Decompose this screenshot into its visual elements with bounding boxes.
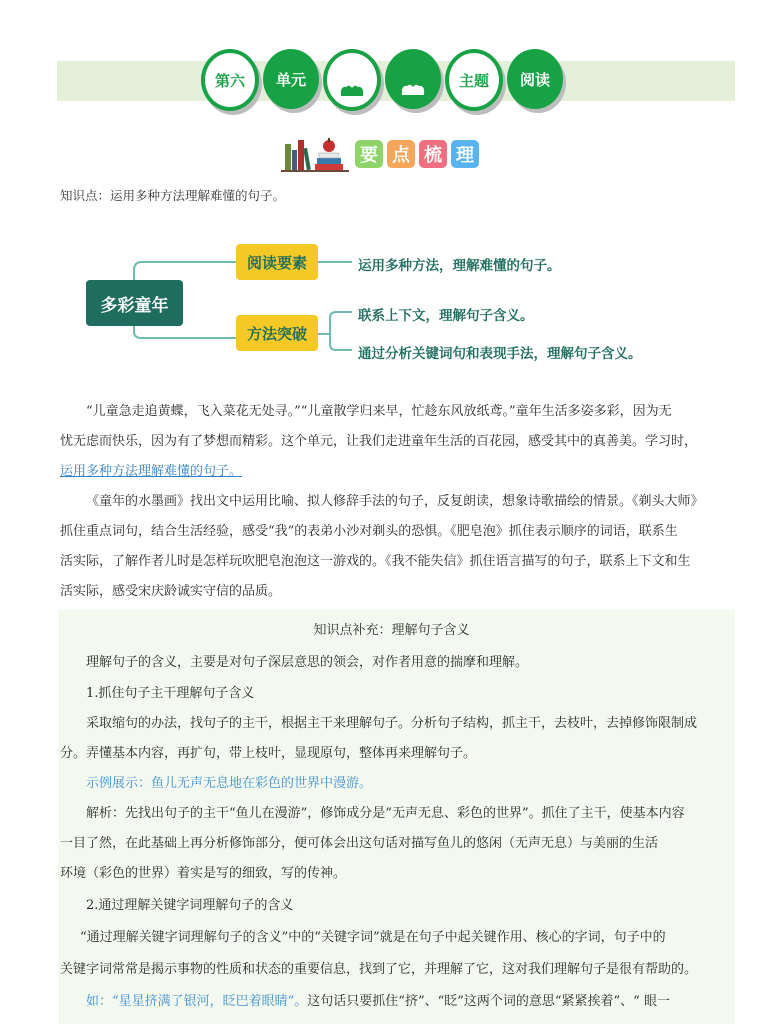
badge-unit xyxy=(263,49,319,109)
books-icon xyxy=(281,136,351,172)
text-line: 采取缩句的办法，找句子的主干，根据主干来理解句子。分析句子结构，抓主干，去枝叶，去掉修饰限制成 xyxy=(86,716,698,731)
mindmap-leaf: 运用多种方法，理解难懂的句子。 xyxy=(358,258,561,274)
text-line: 环境（彩色的世界）着实是写的细致，写的传神。 xyxy=(60,866,347,881)
badge-label: 主题 xyxy=(458,71,489,90)
text-line: 活实际，了解作者儿时是怎样玩吹肥皂泡泡这一游戏的。《我不能失信》抓住语言描写的句子，联系上下文和生 xyxy=(60,554,691,569)
cloud-icon xyxy=(401,83,425,95)
badge-reading xyxy=(507,49,563,109)
cloud-icon xyxy=(340,84,364,96)
example-text: 示例展示：鱼儿无声无息地在彩色的世界中漫游。 xyxy=(86,776,373,791)
badge-unit-number xyxy=(201,49,259,111)
title-tile: 要 xyxy=(355,140,383,168)
badge-label: 阅读 xyxy=(519,70,550,89)
badge-theme xyxy=(445,49,503,111)
text-line: “通过理解关键字词理解句子的含义”中的“关键字词”就是在句子中起关键作用、核心的字词，句子中的 xyxy=(80,930,666,945)
knowledge-point: 知识点：运用多种方法理解难懂的句子。 xyxy=(60,188,286,203)
badge-cloud-outline xyxy=(323,49,381,111)
example-explanation: 这句话只要抓住“挤”、“眨”这两个词的意思“紧紧挨着”、“ 眼一 xyxy=(307,994,670,1009)
text-line: 一目了然，在此基础上再分析修饰部分，便可体会出这句话对描写鱼儿的悠闲（无声无息）与美丽的生活 xyxy=(60,836,659,851)
title-tile: 点 xyxy=(387,140,415,168)
supplement-heading-1: 1.抓住句子主干理解句子含义 xyxy=(86,686,255,701)
badge-label: 单元 xyxy=(275,70,306,89)
mindmap-leaf: 通过分析关键词句和表现手法，理解句子含义。 xyxy=(358,346,642,362)
unit-badges xyxy=(201,49,563,115)
badge-cloud-filled xyxy=(385,49,441,109)
section-title xyxy=(281,136,479,172)
mindmap-root: 多彩童年 xyxy=(86,280,183,326)
text-line: 分。弄懂基本内容，再扩句，带上枝叶，显现原句，整体再来理解句子。 xyxy=(60,746,477,761)
badge-label: 第六 xyxy=(214,71,245,90)
mindmap-node-reading-element: 阅读要素 xyxy=(236,244,318,280)
title-tile: 梳 xyxy=(419,140,447,168)
text-line: 活实际，感受宋庆龄诚实守信的品质。 xyxy=(60,584,282,599)
text-line: 忧无虑而快乐，因为有了梦想而精彩。这个单元，让我们走进童年生活的百花园，感受其中的真善美。学习时， xyxy=(60,434,698,449)
text-line: 抓住重点词句，结合生活经验，感受“我”的表弟小沙对剃头的恐惧。《肥皂泡》抓住表示顺序的词语，联系生 xyxy=(60,524,678,539)
text-line: 《童年的水墨画》找出文中运用比喻、拟人修辞手法的句子，反复朗读，想象诗歌描绘的情景。《剃头大师》 xyxy=(86,494,704,509)
supplement-intro: 理解句子的含义，主要是对句子深层意思的领会，对作者用意的揣摩和理解。 xyxy=(86,655,529,670)
supplement-title: 知识点补充：理解句子含义 xyxy=(313,623,470,638)
supplement-heading-2: 2.通过理解关键字词理解句子的含义 xyxy=(86,898,294,913)
text-line: “儿童急走追黄蝶，飞入菜花无处寻。”“儿童散学归来早，忙趁东风放纸鸢。”童年生活多姿多彩，因为无 xyxy=(86,404,672,419)
intro-paragraph-1 xyxy=(60,397,740,487)
example-line-2 xyxy=(86,990,758,1009)
highlight-link[interactable]: 运用多种方法理解难懂的句子。 xyxy=(60,464,243,479)
mindmap-node-method: 方法突破 xyxy=(236,315,318,351)
text-line: 解析：先找出句子的主干“鱼儿在漫游”，修饰成分是“无声无息、彩色的世界”。抓住了主干，使基本内容 xyxy=(86,806,685,821)
mindmap-leaf: 联系上下文，理解句子含义。 xyxy=(358,308,534,324)
text-line: 关键字词常常是揭示事物的性质和状态的重要信息，找到了它，并理解了它，这对我们理解句子是很有帮助的。 xyxy=(60,962,698,977)
intro-paragraph-2 xyxy=(60,487,740,607)
example-quote: 如：“星星挤满了银河，眨巴着眼睛”。 xyxy=(86,994,308,1009)
title-tile: 理 xyxy=(451,140,479,168)
